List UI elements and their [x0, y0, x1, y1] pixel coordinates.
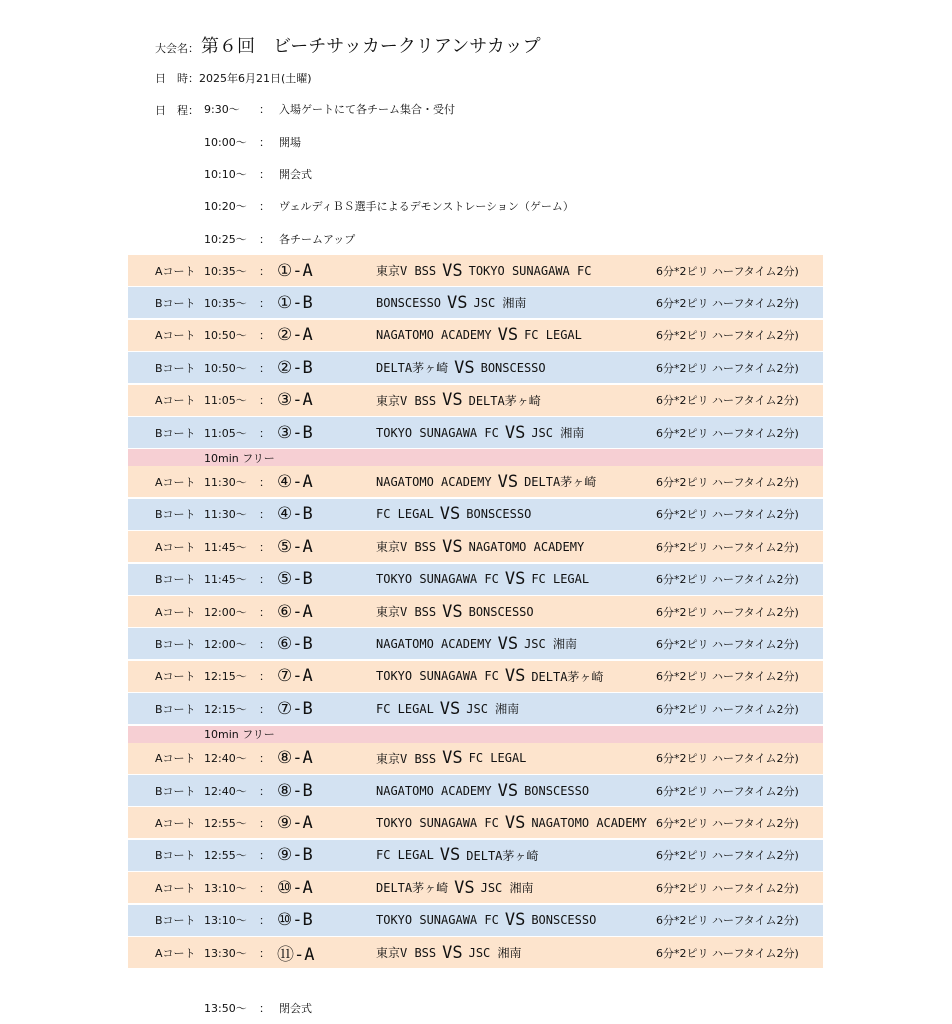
- match-time: 13:30～: [204, 946, 247, 960]
- vs-label: VS: [439, 504, 461, 525]
- match-time: 11:45～: [204, 573, 247, 587]
- matchup: [376, 596, 534, 627]
- match-time: 10:50～: [204, 361, 247, 375]
- match-time: 13:10～: [204, 881, 247, 895]
- vs-label: VS: [442, 390, 463, 411]
- vs-label: VS: [504, 812, 526, 833]
- match-format: 6分*2ピリ ハーフタイム2分): [656, 637, 799, 651]
- matchup: [376, 693, 519, 724]
- match-row: [128, 872, 823, 903]
- match-number: ⑤-B: [277, 569, 313, 590]
- event-description: 閉会式: [279, 1001, 312, 1015]
- match-number: ①-A: [277, 260, 313, 281]
- team-away: JSC 湘南: [524, 637, 577, 652]
- event-time: 10:00～: [204, 135, 247, 149]
- time-separator: ：: [259, 702, 270, 716]
- court-name: Bコート: [155, 508, 196, 522]
- time-separator: ：: [259, 573, 270, 587]
- match-format: 6分*2ピリ ハーフタイム2分): [656, 361, 799, 375]
- team-home: 東京V BSS: [376, 751, 437, 766]
- time-separator: ：: [259, 199, 270, 213]
- match-number: ④-A: [277, 471, 313, 492]
- match-time: 12:55～: [204, 849, 247, 863]
- event-time: 10:20～: [204, 199, 247, 213]
- time-separator: ：: [259, 816, 270, 830]
- court-name: Aコート: [155, 946, 196, 960]
- vs-label: VS: [442, 942, 463, 963]
- team-home: TOKYO SUNAGAWA FC: [376, 425, 499, 440]
- match-number: ④-B: [277, 504, 313, 525]
- team-home: 東京V BSS: [376, 946, 437, 960]
- team-away: FC LEGAL: [468, 751, 527, 766]
- matchup: [376, 499, 531, 530]
- vs-label: VS: [497, 633, 519, 654]
- match-time: 11:05～: [204, 426, 247, 440]
- break-row: [128, 449, 823, 466]
- time-separator: ：: [259, 881, 270, 895]
- event-time: 10:10～: [204, 167, 247, 181]
- match-number: ②-B: [277, 357, 313, 378]
- team-away: FC LEGAL: [524, 328, 582, 343]
- vs-label: VS: [439, 698, 461, 719]
- matchup: [376, 320, 582, 351]
- match-number: ①-B: [277, 292, 313, 313]
- team-away: BONSCESSO: [531, 913, 597, 928]
- team-away: BONSCESSO: [524, 783, 590, 798]
- match-format: 6分*2ピリ ハーフタイム2分): [656, 752, 799, 766]
- matchup: [376, 807, 647, 838]
- opening-row: [128, 126, 823, 157]
- match-format: 6分*2ピリ ハーフタイム2分): [656, 394, 799, 408]
- time-separator: ：: [259, 475, 270, 489]
- team-away: BONSCESSO: [480, 360, 546, 375]
- match-format: 6分*2ピリ ハーフタイム2分): [656, 264, 799, 278]
- match-row: [128, 693, 823, 724]
- team-home: TOKYO SUNAGAWA FC: [376, 669, 499, 684]
- team-away: DELTA茅ヶ崎: [531, 669, 604, 684]
- vs-label: VS: [442, 260, 463, 281]
- match-format: 6分*2ピリ ハーフタイム2分): [656, 475, 799, 489]
- team-home: FC LEGAL: [376, 848, 434, 863]
- match-time: 12:15～: [204, 670, 247, 684]
- time-separator: ：: [259, 102, 270, 116]
- court-name: Aコート: [155, 881, 196, 895]
- team-away: DELTA茅ヶ崎: [524, 475, 597, 490]
- match-number: ③-A: [277, 390, 313, 411]
- break-label: 10min フリー: [204, 451, 275, 465]
- team-home: NAGATOMO ACADEMY: [376, 636, 492, 651]
- match-time: 12:00～: [204, 605, 247, 619]
- match-row: [128, 840, 823, 871]
- team-home: NAGATOMO ACADEMY: [376, 783, 492, 798]
- time-separator: ：: [259, 394, 270, 408]
- court-name: Aコート: [155, 605, 196, 619]
- team-home: DELTA茅ヶ崎: [376, 361, 449, 376]
- time-separator: ：: [259, 752, 270, 766]
- match-format: 6分*2ピリ ハーフタイム2分): [656, 702, 799, 716]
- team-away: TOKYO SUNAGAWA FC: [468, 263, 592, 278]
- event-description: 各チームアップ: [279, 232, 356, 246]
- vs-label: VS: [504, 910, 526, 931]
- team-home: 東京V BSS: [376, 393, 437, 408]
- team-home: TOKYO SUNAGAWA FC: [376, 815, 499, 830]
- match-format: 6分*2ピリ ハーフタイム2分): [656, 816, 799, 830]
- court-name: Bコート: [155, 296, 196, 310]
- matchup: [376, 287, 526, 318]
- match-number: ⑧-B: [277, 780, 313, 801]
- team-away: FC LEGAL: [531, 572, 590, 587]
- match-number: ⑪-A: [277, 945, 315, 965]
- match-row: [128, 531, 823, 562]
- match-time: 12:40～: [204, 784, 247, 798]
- match-row: [128, 905, 823, 936]
- event-time: 13:50～: [204, 1001, 247, 1015]
- date-label: 日 時：: [155, 72, 199, 85]
- team-home: NAGATOMO ACADEMY: [376, 474, 492, 489]
- team-away: JSC 湘南: [466, 702, 520, 717]
- match-time: 10:35～: [204, 296, 247, 310]
- team-away: BONSCESSO: [466, 507, 532, 522]
- match-row: [128, 743, 823, 774]
- court-name: Aコート: [155, 475, 196, 489]
- team-home: DELTA茅ヶ崎: [376, 881, 449, 896]
- event-description: 開場: [279, 135, 301, 149]
- matchup: [376, 872, 534, 903]
- match-time: 11:45～: [204, 540, 247, 554]
- matchup: [376, 937, 522, 968]
- match-row: [128, 352, 823, 383]
- opening-row: [128, 158, 823, 189]
- team-away: DELTA茅ヶ崎: [468, 393, 541, 408]
- team-home: FC LEGAL: [376, 507, 434, 522]
- court-name: Bコート: [155, 637, 196, 651]
- event-date: 2025年6月21日(土曜): [199, 72, 312, 85]
- court-name: Bコート: [155, 426, 196, 440]
- time-separator: ：: [259, 637, 270, 651]
- time-separator: ：: [259, 946, 270, 960]
- break-label: 10min フリー: [204, 728, 275, 742]
- opening-row: [128, 190, 823, 221]
- vs-label: VS: [504, 569, 526, 590]
- match-row: [128, 466, 823, 497]
- event-description: ヴェルディＢＳ選手によるデモンストレーション（ゲーム）: [279, 199, 574, 213]
- match-time: 12:15～: [204, 702, 247, 716]
- opening-row: [128, 93, 823, 124]
- time-separator: ：: [259, 784, 270, 798]
- court-name: Aコート: [155, 264, 196, 278]
- match-format: 6分*2ピリ ハーフタイム2分): [656, 784, 799, 798]
- match-format: 6分*2ピリ ハーフタイム2分): [656, 670, 799, 684]
- court-name: Aコート: [155, 816, 196, 830]
- match-row: [128, 385, 823, 416]
- match-format: 6分*2ピリ ハーフタイム2分): [656, 605, 799, 619]
- schedule-label: 日 程：: [155, 104, 199, 117]
- matchup: [376, 531, 584, 562]
- match-number: ⑦-A: [277, 666, 313, 687]
- team-home: 東京V BSS: [376, 540, 437, 555]
- matchup: [376, 466, 596, 497]
- court-name: Bコート: [155, 361, 196, 375]
- date-line: [155, 70, 312, 86]
- match-number: ⑤-A: [277, 536, 313, 557]
- time-separator: ：: [259, 361, 270, 375]
- match-row: [128, 287, 823, 318]
- match-time: 12:40～: [204, 752, 247, 766]
- team-home: TOKYO SUNAGAWA FC: [376, 572, 499, 587]
- team-home: NAGATOMO ACADEMY: [376, 328, 492, 343]
- court-name: Bコート: [155, 573, 196, 587]
- vs-label: VS: [442, 536, 463, 557]
- break-row: [128, 726, 823, 743]
- match-format: 6分*2ピリ ハーフタイム2分): [656, 296, 799, 310]
- match-time: 12:00～: [204, 637, 247, 651]
- match-row: [128, 564, 823, 595]
- time-separator: ：: [259, 329, 270, 343]
- vs-label: VS: [454, 877, 475, 898]
- time-separator: ：: [259, 135, 270, 149]
- vs-label: VS: [497, 471, 519, 492]
- vs-label: VS: [447, 292, 468, 313]
- team-home: 東京V BSS: [376, 264, 437, 278]
- match-row: [128, 807, 823, 838]
- match-time: 10:35～: [204, 264, 247, 278]
- match-row: [128, 255, 823, 286]
- match-time: 12:55～: [204, 816, 247, 830]
- team-away: DELTA茅ヶ崎: [466, 848, 539, 863]
- matchup: [376, 775, 589, 806]
- match-format: 6分*2ピリ ハーフタイム2分): [656, 508, 799, 522]
- time-separator: ：: [259, 508, 270, 522]
- court-name: Aコート: [155, 752, 196, 766]
- court-name: Bコート: [155, 702, 196, 716]
- match-time: 13:10～: [204, 914, 247, 928]
- match-row: [128, 499, 823, 530]
- team-away: NAGATOMO ACADEMY: [468, 539, 585, 554]
- matchup: [376, 385, 541, 416]
- tournament-title-line: [155, 32, 541, 58]
- team-away: BONSCESSO: [468, 604, 534, 619]
- team-home: BONSCESSO: [376, 295, 442, 310]
- tournament-title: 第６回 ビーチサッカークリアンサカップ: [201, 36, 541, 57]
- match-format: 6分*2ピリ ハーフタイム2分): [656, 849, 799, 863]
- time-separator: ：: [259, 670, 270, 684]
- team-away: JSC 湘南: [531, 426, 585, 440]
- match-format: 6分*2ピリ ハーフタイム2分): [656, 540, 799, 554]
- time-separator: ：: [259, 167, 270, 181]
- time-separator: ：: [259, 296, 270, 310]
- match-format: 6分*2ピリ ハーフタイム2分): [656, 946, 799, 960]
- court-name: Aコート: [155, 394, 196, 408]
- time-separator: ：: [259, 232, 270, 246]
- match-number: ⑥-A: [277, 601, 313, 622]
- vs-label: VS: [439, 845, 461, 866]
- event-description: 入場ゲートにて各チーム集合・受付: [279, 102, 455, 116]
- matchup: [376, 564, 589, 595]
- team-away: JSC 湘南: [480, 881, 534, 896]
- closing-ceremony-row: [128, 992, 823, 1023]
- match-row: [128, 661, 823, 692]
- event-time: 10:25～: [204, 232, 247, 246]
- court-name: Aコート: [155, 670, 196, 684]
- match-number: ⑩-A: [277, 877, 313, 898]
- matchup: [376, 255, 591, 286]
- court-name: Bコート: [155, 784, 196, 798]
- vs-label: VS: [497, 325, 519, 346]
- title-label: 大会名：: [155, 42, 199, 55]
- vs-label: VS: [504, 422, 526, 443]
- matchup: [376, 628, 577, 659]
- matchup: [376, 743, 526, 774]
- match-number: ⑧-A: [277, 748, 313, 769]
- matchup: [376, 417, 584, 448]
- time-separator: ：: [259, 914, 270, 928]
- match-format: 6分*2ピリ ハーフタイム2分): [656, 573, 799, 587]
- court-name: Bコート: [155, 914, 196, 928]
- time-separator: ：: [259, 426, 270, 440]
- matchup: [376, 661, 603, 692]
- vs-label: VS: [442, 601, 463, 622]
- vs-label: VS: [497, 780, 519, 801]
- match-time: 10:50～: [204, 329, 247, 343]
- time-separator: ：: [259, 849, 270, 863]
- team-home: TOKYO SUNAGAWA FC: [376, 913, 499, 928]
- team-away: JSC 湘南: [473, 296, 527, 311]
- match-row: [128, 320, 823, 351]
- match-number: ③-B: [277, 422, 313, 443]
- time-separator: ：: [259, 540, 270, 554]
- court-name: Aコート: [155, 329, 196, 343]
- match-format: 6分*2ピリ ハーフタイム2分): [656, 881, 799, 895]
- match-row: [128, 417, 823, 448]
- match-format: 6分*2ピリ ハーフタイム2分): [656, 914, 799, 928]
- team-home: FC LEGAL: [376, 701, 434, 716]
- match-format: 6分*2ピリ ハーフタイム2分): [656, 329, 799, 343]
- match-number: ⑩-B: [277, 910, 313, 931]
- vs-label: VS: [442, 748, 463, 769]
- matchup: [376, 840, 538, 871]
- time-separator: ：: [259, 1001, 270, 1015]
- opening-row: [128, 223, 823, 254]
- match-time: 11:30～: [204, 508, 247, 522]
- match-time: 11:05～: [204, 394, 247, 408]
- match-time: 11:30～: [204, 475, 247, 489]
- match-row: [128, 775, 823, 806]
- team-away: JSC 湘南: [468, 946, 522, 960]
- match-number: ⑨-A: [277, 812, 313, 833]
- vs-label: VS: [504, 666, 526, 687]
- match-row: [128, 628, 823, 659]
- team-home: 東京V BSS: [376, 605, 437, 619]
- time-separator: ：: [259, 264, 270, 278]
- match-number: ⑨-B: [277, 845, 313, 866]
- matchup: [376, 905, 596, 936]
- time-separator: ：: [259, 605, 270, 619]
- match-number: ②-A: [277, 325, 313, 346]
- matchup: [376, 352, 546, 383]
- match-row: [128, 596, 823, 627]
- event-time: 9:30～: [204, 102, 240, 116]
- team-away: NAGATOMO ACADEMY: [531, 815, 647, 830]
- vs-label: VS: [454, 357, 475, 378]
- match-format: 6分*2ピリ ハーフタイム2分): [656, 426, 799, 440]
- court-name: Aコート: [155, 540, 196, 554]
- match-row: [128, 937, 823, 968]
- match-number: ⑦-B: [277, 698, 313, 719]
- court-name: Bコート: [155, 849, 196, 863]
- event-description: 開会式: [279, 167, 312, 181]
- match-number: ⑥-B: [277, 633, 313, 654]
